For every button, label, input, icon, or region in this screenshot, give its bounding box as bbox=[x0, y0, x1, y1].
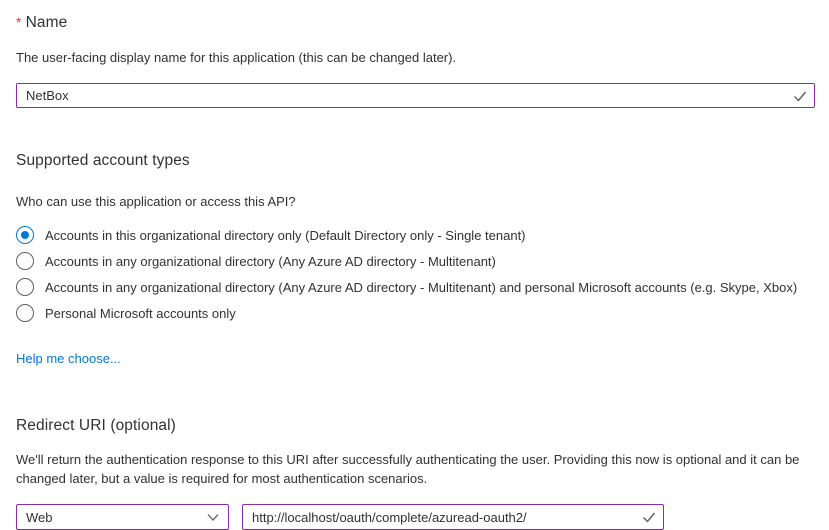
radio-option-single-tenant[interactable] bbox=[16, 222, 815, 248]
chevron-down-icon bbox=[206, 510, 220, 524]
name-section-title bbox=[16, 14, 815, 32]
name-description: The user-facing display name for this application (this can be changed later). bbox=[16, 50, 457, 65]
name-input-container bbox=[16, 83, 815, 108]
name-input[interactable] bbox=[26, 88, 792, 103]
account-type-radio-group bbox=[16, 222, 815, 326]
radio-button-icon[interactable] bbox=[16, 252, 34, 270]
required-asterisk: * bbox=[16, 14, 22, 30]
platform-select-value: Web bbox=[26, 509, 53, 525]
radio-option-multitenant[interactable] bbox=[16, 248, 815, 274]
account-types-question: Who can use this application or access this API? bbox=[16, 194, 296, 209]
radio-button-icon[interactable] bbox=[16, 278, 34, 296]
account-types-title: Supported account types bbox=[16, 152, 190, 169]
radio-option-multitenant-personal[interactable] bbox=[16, 274, 815, 300]
check-icon bbox=[792, 88, 808, 104]
radio-option-label: Accounts in any organizational directory (Any Azure AD directory - Multitenant) bbox=[45, 253, 496, 269]
platform-select[interactable] bbox=[16, 504, 229, 530]
name-title-text: Name bbox=[25, 14, 68, 31]
radio-option-personal-only[interactable] bbox=[16, 300, 815, 326]
radio-button-icon[interactable] bbox=[16, 304, 34, 322]
check-icon bbox=[641, 509, 657, 525]
help-me-choose-link[interactable]: Help me choose... bbox=[16, 351, 121, 366]
radio-option-label: Accounts in any organizational directory (Any Azure AD directory - Multitenant) and personal Microsoft accounts (e.g. Skype, Xbox) bbox=[45, 279, 798, 295]
radio-option-label: Personal Microsoft accounts only bbox=[45, 305, 236, 321]
redirect-uri-description: We'll return the authentication response to this URI after successfully authenticating the user. Providing this now is optional and it can be changed later, but a value is required for most authentication scenarios. bbox=[16, 452, 800, 486]
radio-option-label: Accounts in this organizational directory only (Default Directory only - Single tenant) bbox=[45, 227, 526, 243]
redirect-uri-input-container bbox=[242, 504, 664, 530]
radio-button-icon[interactable] bbox=[16, 226, 34, 244]
redirect-uri-input[interactable] bbox=[252, 510, 641, 525]
redirect-uri-controls bbox=[16, 504, 815, 530]
redirect-uri-title: Redirect URI (optional) bbox=[16, 417, 176, 434]
